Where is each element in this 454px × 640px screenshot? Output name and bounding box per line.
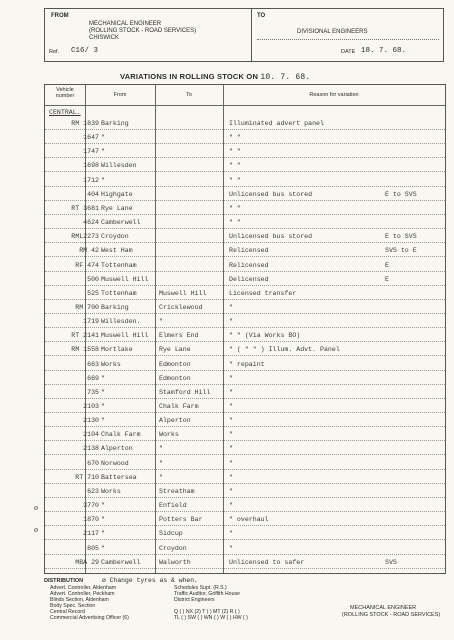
vehicle-number-cell: RF 474 <box>75 261 99 269</box>
reason-cell: " <box>229 374 233 382</box>
table-row <box>45 203 445 215</box>
distribution-label: DISTRIBUTION <box>44 578 84 584</box>
reason-cell: " ( " " ) Illum. Advt. Panel <box>229 346 340 354</box>
to-cell: Enfield <box>159 502 187 510</box>
table-row <box>45 175 445 187</box>
dist-left-1: Advert. Controller, Aldenham <box>50 585 117 591</box>
vehicle-number-cell: 623 <box>87 487 99 495</box>
from-cell: " <box>101 516 105 524</box>
vehicle-number-cell: 1747 <box>83 148 99 156</box>
reason-cell: " <box>229 303 233 311</box>
from-cell: " <box>101 148 105 156</box>
to-cell: Cricklewood <box>159 303 203 311</box>
vehicle-number-cell: 1647 <box>83 134 99 142</box>
from-cell: Camberwell <box>101 558 141 566</box>
from-cell: Alperton <box>101 445 133 453</box>
from-cell: Barking <box>101 120 129 127</box>
reason-cell: " <box>229 403 233 410</box>
from-cell: " <box>101 502 105 510</box>
reason-cell: Unlicensed bus stored <box>229 233 313 241</box>
reason-cell: " " <box>229 134 241 142</box>
reason-cell: " repaint <box>229 360 265 368</box>
table-row <box>45 274 445 286</box>
col-header-to: To <box>186 92 192 98</box>
col-header-vehicle-l2: number <box>55 93 75 99</box>
reason-cell: " <box>229 530 233 538</box>
from-cell: Camberwell <box>101 219 141 227</box>
dist-left-2: Advert. Controller, Peckham <box>50 591 115 597</box>
table-row <box>45 260 445 272</box>
vehicle-number-cell: RT 2141 <box>71 332 99 340</box>
dist-left-4: Body Spec. Section <box>50 603 96 609</box>
vehicle-number-cell: 1719 <box>83 318 99 326</box>
to-cell: Walworth <box>159 558 191 566</box>
to-cell: Stamford Hill <box>159 388 211 396</box>
reason-cell: " " <box>229 162 241 170</box>
table-row <box>45 557 445 569</box>
from-cell: " <box>101 530 105 538</box>
page-title <box>120 72 310 82</box>
from-line-3: CHISWICK <box>89 35 119 41</box>
to-cell: " <box>159 445 163 453</box>
vehicle-number-cell: RM 42 <box>79 247 99 255</box>
table-row <box>45 401 445 413</box>
to-cell: Croydon <box>159 544 187 552</box>
dist-right-1: Schedules Supt. (R.S.) <box>174 585 227 591</box>
reason-cell: " " <box>229 204 241 212</box>
from-cell: Croydon <box>101 233 129 241</box>
date-label: DATE <box>341 49 356 55</box>
vehicle-number-cell: RML2273 <box>71 233 99 241</box>
date-value: 18. 7. 68. <box>361 47 407 55</box>
header-row-rule <box>45 105 445 106</box>
title-date: 10. 7. 68. <box>260 73 311 82</box>
from-cell: " <box>101 388 105 396</box>
to-cell: Potters Bar <box>159 516 203 524</box>
reason-cell: " <box>229 431 233 439</box>
distribution-block <box>44 578 444 640</box>
vehicle-number-cell: 525 <box>87 289 99 297</box>
table-row <box>45 344 445 356</box>
col-header-vehicle-l1: Vehicle <box>56 87 74 93</box>
from-cell: Muswell Hill <box>101 332 149 340</box>
from-cell: Barking <box>101 303 129 311</box>
table-row <box>45 528 445 540</box>
vehicle-number-cell: 669 <box>87 374 99 382</box>
vehicle-number-cell: 2138 <box>83 445 99 453</box>
reason-cell: Illuminated advert panel <box>229 120 324 127</box>
table-row <box>45 245 445 257</box>
to-cell: Chalk Farm <box>159 403 199 410</box>
to-cell: Muswell Hill <box>159 289 207 297</box>
table-row <box>45 415 445 427</box>
from-cell: " <box>101 134 105 142</box>
from-cell: Battersea <box>101 473 137 481</box>
table-row <box>45 132 445 144</box>
reason-cell: " <box>229 544 233 552</box>
from-cell: Tottenham <box>101 289 137 297</box>
dist-left-5: Central Record <box>50 609 85 615</box>
from-cell: Works <box>101 487 121 495</box>
from-cell: " <box>101 374 105 382</box>
table-row <box>45 373 445 385</box>
distribution-note: ø Change tyres as & when. <box>102 577 198 584</box>
to-cell: " <box>159 473 163 481</box>
table-row <box>45 472 445 484</box>
from-cell: Muswell Hill <box>101 275 149 283</box>
from-line-2: (ROLLING STOCK - ROAD SERVICES) <box>89 28 197 34</box>
vehicle-number-cell: RM 1558 <box>71 346 99 354</box>
to-cell: " <box>159 459 163 467</box>
reason-cell: Licensed transfer <box>229 289 297 297</box>
to-cell: Sidcup <box>159 530 183 538</box>
reason-cell: " <box>229 487 233 495</box>
from-cell: Works <box>101 360 121 368</box>
from-cell: Willesden. <box>101 318 141 326</box>
table-row <box>45 500 445 512</box>
vehicle-number-cell: 2117 <box>83 530 99 538</box>
col-header-reason: Reason for variation <box>309 92 359 98</box>
table-row <box>45 316 445 328</box>
reason-cell: " " (Via Works BO) <box>229 332 301 340</box>
reason-cell: " <box>229 417 233 425</box>
ref-value: C16/ 3 <box>71 47 99 55</box>
vehicle-number-cell: 2103 <box>83 403 99 410</box>
dist-codes-1: Q ( ) NX (2) T ( ) MT (2) R ( ) <box>174 609 240 615</box>
reason-cell: Relicensed <box>229 261 269 269</box>
dist-right-2: Traffic Auditor, Griffith House <box>174 591 240 597</box>
table-row <box>45 302 445 314</box>
table-row <box>45 514 445 526</box>
vehicle-number-cell: 2104 <box>83 431 99 439</box>
from-cell: Highgate <box>101 190 133 198</box>
variations-table <box>44 84 446 574</box>
from-cell: " <box>101 403 105 410</box>
reason-cell: Unlicensed to safer <box>229 558 305 566</box>
reason-code-cell: E <box>385 275 389 283</box>
reason-code-cell: SVS <box>385 558 397 566</box>
to-cell: Rye Lane <box>159 346 191 354</box>
table-row <box>45 387 445 399</box>
to-cell: Alperton <box>159 417 191 425</box>
signature-line-1: MECHANICAL ENGINEER <box>350 605 417 611</box>
reason-code-cell: E to SVS <box>385 190 417 198</box>
vehicle-number-cell: 3770 <box>83 502 99 510</box>
reason-cell: " <box>229 388 233 396</box>
reason-cell: " " <box>229 219 241 227</box>
vehicle-number-cell: 670 <box>87 459 99 467</box>
vehicle-number-cell: RT 3681 <box>71 204 99 212</box>
signature-line-2: (ROLLING STOCK - ROAD SERVICES) <box>342 612 441 618</box>
vehicle-number-cell: 1698 <box>83 162 99 170</box>
dist-left-3: Blinds Section, Aldenham <box>50 597 109 603</box>
vehicle-number-cell: RM 1639 <box>71 120 99 127</box>
vehicle-number-cell: 1712 <box>83 176 99 184</box>
reason-cell: " <box>229 473 233 481</box>
col-header-from: From <box>113 92 127 98</box>
to-cell: Edmonton <box>159 374 191 382</box>
to-cell: " <box>159 318 163 326</box>
vehicle-number-cell: 404 <box>87 190 99 198</box>
reason-cell: " <box>229 318 233 326</box>
from-cell: West Ham <box>101 247 133 255</box>
reason-code-cell: E to SVS <box>385 233 417 241</box>
table-row <box>45 486 445 498</box>
vehicle-number-cell: 4624 <box>83 219 99 227</box>
margin-mark-1: ø <box>34 503 38 512</box>
reason-cell: " <box>229 502 233 510</box>
title-text: VARIATIONS IN ROLLING STOCK ON <box>120 72 259 81</box>
table-row <box>45 146 445 158</box>
from-cell: Norwood <box>101 459 129 467</box>
margin-mark-2: ø <box>34 525 38 534</box>
reason-cell: " overhaul <box>229 516 269 524</box>
table-row <box>45 443 445 455</box>
to-cell: Streatham <box>159 487 195 495</box>
from-cell: " <box>101 544 105 552</box>
reason-code-cell: SVS to E <box>385 247 417 255</box>
dist-left-6: Commercial Advertising Officer (6) <box>50 615 129 621</box>
to-cell: Elmers End <box>159 332 199 340</box>
dist-codes-2: TL ( ) SW ( ) WN ( ) W ( ) HW ( ) <box>174 615 248 621</box>
reason-cell: " " <box>229 148 241 156</box>
from-cell: Mortlake <box>101 346 133 354</box>
table-row <box>45 330 445 342</box>
vehicle-number-cell: MBA 29 <box>75 558 99 566</box>
vehicle-number-cell: 2130 <box>83 417 99 425</box>
to-cell: Edmonton <box>159 360 191 368</box>
vehicle-number-cell: 1870 <box>83 516 99 524</box>
table-row <box>45 217 445 229</box>
reason-cell: Unlicensed bus stored <box>229 190 313 198</box>
vehicle-number-cell: 663 <box>87 360 99 368</box>
reason-cell: " <box>229 459 233 467</box>
from-cell: Chalk Farm <box>101 431 141 439</box>
reason-cell: Delicensed <box>229 275 269 283</box>
vehicle-number-cell: 735 <box>87 388 99 396</box>
reason-cell: " <box>229 445 233 453</box>
table-row <box>45 429 445 441</box>
table-row <box>45 231 445 243</box>
from-cell: Tottenham <box>101 261 137 269</box>
vehicle-number-cell: 500 <box>87 275 99 283</box>
table-row <box>45 543 445 555</box>
table-row <box>45 160 445 172</box>
from-label: FROM <box>51 13 69 19</box>
vehicle-number-cell: 805 <box>87 544 99 552</box>
table-row <box>45 118 445 130</box>
section-central: CENTRAL. <box>49 109 81 116</box>
reason-cell: Relicensed <box>229 247 269 255</box>
to-rule <box>257 39 439 40</box>
ref-label: Ref. <box>49 49 60 55</box>
reason-code-cell: E <box>385 261 389 269</box>
from-cell: Rye Lane <box>101 204 133 212</box>
from-cell: " <box>101 417 105 425</box>
header-divider <box>251 9 252 61</box>
vehicle-number-cell: RT 710 <box>75 473 99 481</box>
table-row <box>45 189 445 201</box>
from-cell: Willesden <box>101 162 137 170</box>
reason-cell: " " <box>229 176 241 184</box>
table-row <box>45 458 445 470</box>
from-line-1: MECHANICAL ENGINEER <box>89 21 162 27</box>
vehicle-number-cell: RM 700 <box>75 303 99 311</box>
to-label: TO <box>257 13 266 19</box>
to-line-1: DIVISIONAL ENGINEERS <box>297 29 368 35</box>
col-header-vehicle <box>45 87 85 99</box>
table-row <box>45 288 445 300</box>
dist-right-3: District Engineers <box>174 597 215 603</box>
table-row <box>45 359 445 371</box>
to-cell: Works <box>159 431 179 439</box>
memo-header <box>44 8 444 62</box>
from-cell: " <box>101 176 105 184</box>
